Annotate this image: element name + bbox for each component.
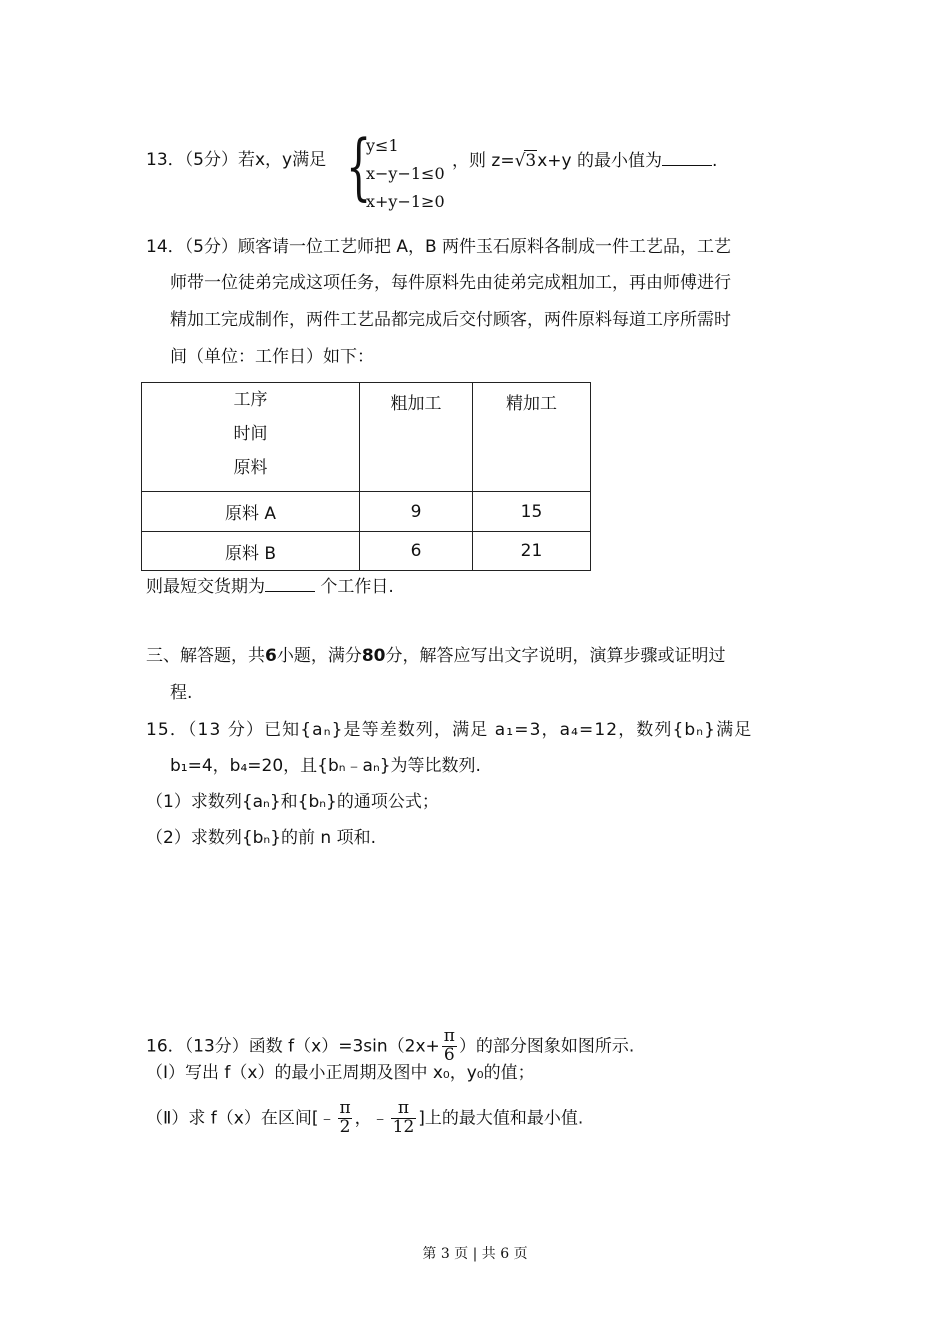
q13-constraint-1: y≤1 (366, 136, 399, 155)
fraction-numerator: π (443, 1026, 455, 1046)
row-b-fine: 21 (473, 532, 591, 571)
section3-text-a: 三、解答题，共 (146, 646, 265, 666)
q15-part-2: （2）求数列{bₙ}的前 n 项和. (146, 828, 376, 848)
header-material: 原料 (233, 458, 268, 478)
row-b-rough: 6 (360, 532, 473, 571)
q13-answer-blank (662, 151, 712, 166)
fraction-pi-over-2 (337, 1100, 352, 1137)
row-a-fine: 15 (473, 492, 591, 532)
q13-stem (146, 150, 326, 170)
header-rough: 粗加工 (360, 383, 473, 492)
fraction-denominator: 6 (443, 1044, 455, 1065)
fraction-numerator: π (339, 1098, 351, 1118)
table-row (142, 492, 591, 532)
q13-constraint-2: x−y−1≤0 (366, 164, 445, 183)
header-time: 时间 (233, 424, 268, 444)
q16-part-2 (146, 1100, 583, 1137)
q13-objective (452, 150, 717, 171)
header-process: 工序 (233, 390, 268, 410)
q13-number: 13． (146, 150, 185, 170)
fraction-denominator: 2 (339, 1116, 351, 1137)
page-footer: 第 3 页 | 共 6 页 (422, 1246, 528, 1262)
table-header-row (142, 383, 591, 492)
section3-count: 6 (265, 646, 277, 666)
q13-text-b: x+y 的最小值为 (537, 151, 663, 171)
q16-stem (146, 1028, 634, 1065)
q13-text-a: ，则 z= (452, 151, 515, 171)
row-a-rough: 9 (360, 492, 473, 532)
fraction-numerator: π (397, 1098, 410, 1118)
q14-line-1: 14．（5分）顾客请一位工艺师把 A，B 两件玉石原料各制成一件工艺品，工艺 (146, 237, 732, 257)
process-time-table (141, 382, 591, 571)
q15-part-1: （1）求数列{aₙ}和{bₙ}的通项公式； (146, 792, 439, 812)
row-label-b: 原料 B (142, 532, 360, 571)
q14-line-4: 间（单位：工作日）如下： (170, 347, 374, 367)
q16-part2-text-b: ]上的最大值和最小值. (418, 1108, 584, 1129)
q13-score: （5分）若x，y满足 (184, 150, 327, 170)
table-row (142, 532, 591, 571)
q16-part2-text-a: （Ⅱ）求 f（x）在区间[﹣ (146, 1108, 336, 1129)
q16-part2-mid: ，﹣ (354, 1108, 389, 1129)
fraction-pi-over-6 (442, 1028, 457, 1065)
q14-after-a: 则最短交货期为 (146, 577, 265, 597)
q13-end: . (712, 151, 718, 171)
section3-heading (146, 646, 726, 666)
q13-brace: { (346, 124, 372, 208)
row-label-a: 原料 A (142, 492, 360, 532)
sqrt-3-symbol: √3 (514, 151, 537, 171)
section3-text-b: 小题，满分 (276, 646, 362, 666)
q14-line-2: 师带一位徒弟完成这项任务，每件原料先由徒弟完成粗加工，再由师傅进行 (170, 273, 731, 293)
q16-text-b: ）的部分图象如图所示. (458, 1036, 635, 1057)
fraction-denominator: 12 (392, 1116, 415, 1137)
q14-after-b: 个工作日. (315, 577, 394, 597)
header-fine: 精加工 (473, 383, 591, 492)
q15-line-1: 15．（13 分）已知{aₙ}是等差数列，满足 a₁=3，a₄=12，数列{bₙ}满足 (146, 720, 753, 740)
fraction-pi-over-12 (391, 1100, 417, 1137)
sqrt-radicand: 3 (525, 151, 537, 171)
q14-answer-blank (265, 577, 315, 592)
q16-text-a: 16．（13分）函数 f（x）=3sin（2x+ (146, 1036, 440, 1057)
q14-after-table (146, 577, 394, 597)
section3-line-2: 程. (170, 683, 193, 703)
q14-line-3: 精加工完成制作，两件工艺品都完成后交付顾客，两件原料每道工序所需时 (170, 310, 731, 330)
section3-text-c: 分，解答应写出文字说明，演算步骤或证明过 (385, 646, 726, 666)
q13-constraint-3: x+y−1≥0 (366, 192, 445, 211)
diagonal-header-cell (142, 383, 360, 492)
q15-line-2: b₁=4，b₄=20，且{bₙ﹣aₙ}为等比数列. (170, 756, 481, 776)
section3-points: 80 (361, 646, 386, 666)
q16-part-1: （Ⅰ）写出 f（x）的最小正周期及图中 x₀，y₀的值； (146, 1063, 535, 1083)
